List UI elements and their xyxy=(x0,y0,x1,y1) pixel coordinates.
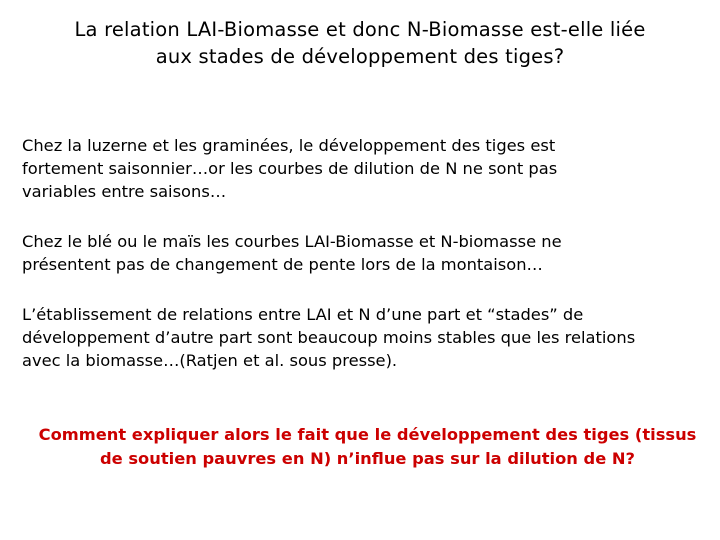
paragraph-lai-n-stages xyxy=(22,303,712,372)
highlighted-question xyxy=(0,423,720,471)
paragraph-seasonal-development xyxy=(22,134,712,203)
paragraph-line: L’établissement de relations entre LAI et N d’une part et “stades” de xyxy=(22,305,584,324)
paragraph-wheat-maize xyxy=(22,230,712,276)
paragraph-line: développement d’autre part sont beaucoup moins stables que les relations xyxy=(22,328,636,347)
paragraph-line: Chez le blé ou le maïs les courbes LAI-Biomasse et N-biomasse ne xyxy=(22,232,562,251)
slide-title-line-2: aux stades de développement des tiges? xyxy=(155,45,565,68)
question-line: Comment expliquer alors le fait que le développement des tiges (tissus xyxy=(38,425,697,444)
question-line: de soutien pauvres en N) n’influe pas sur la dilution de N? xyxy=(100,449,635,468)
paragraph-line: avec la biomasse…(Ratjen et al. sous presse). xyxy=(22,351,398,370)
paragraph-line: fortement saisonnier…or les courbes de dilution de N ne sont pas xyxy=(22,159,558,178)
slide-title xyxy=(0,16,720,70)
paragraph-line: présentent pas de changement de pente lors de la montaison… xyxy=(22,255,543,274)
paragraph-line: Chez la luzerne et les graminées, le développement des tiges est xyxy=(22,136,556,155)
paragraph-line: variables entre saisons… xyxy=(22,182,227,201)
slide-title-line-1: La relation LAI-Biomasse et donc N-Biomasse est-elle liée xyxy=(74,18,646,41)
